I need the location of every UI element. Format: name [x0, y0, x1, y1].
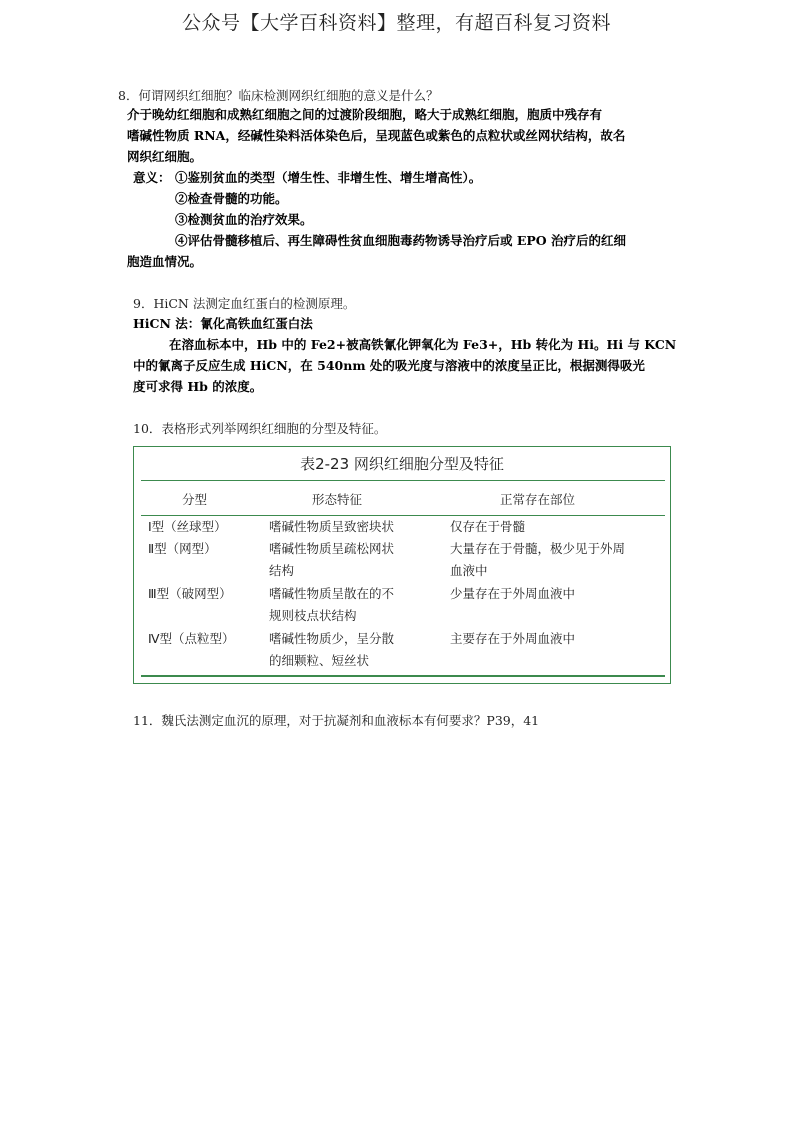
- table-cell-morph: 的细颗粒、短丝状: [269, 653, 370, 668]
- table-cell-type: Ⅳ型（点粒型）: [148, 631, 235, 646]
- table-cell-site: 仅存在于骨髓: [450, 519, 526, 534]
- answer-9-line: 中的氰离子反应生成 HiCN，在 540nm 处的吸光度与溶液中的浓度呈正比，根据测得吸光: [133, 358, 645, 373]
- header-morphology: 形态特征: [312, 492, 363, 507]
- answer-9-line: 度可求得 Hb 的浓度。: [133, 379, 263, 394]
- significance-item: ④评估骨髓移植后、再生障碍性贫血细胞毒药物诱导治疗后或 EPO 治疗后的红细: [175, 233, 627, 248]
- table-title: 表2-23 网织红细胞分型及特征: [300, 455, 504, 473]
- hicn-subtitle: HiCN 法：氰化高铁血红蛋白法: [133, 316, 313, 331]
- table-cell-morph: 规则枝点状结构: [269, 608, 357, 623]
- significance-item: ①鉴别贫血的类型（增生性、非增生性、增生增高性）。: [175, 170, 482, 185]
- table-cell-type: Ⅱ型（网型）: [148, 541, 217, 556]
- answer-9: [133, 334, 676, 397]
- table-cell-site: 少量存在于外周血液中: [450, 586, 576, 601]
- table-cell-site: 主要存在于外周血液中: [450, 631, 576, 646]
- page-header: 公众号【大学百科资料】整理，有超百科复习资料: [181, 12, 611, 34]
- answer-9-line: 在溶血标本中，Hb 中的 Fe2+被高铁氰化钾氧化为 Fe3+，Hb 转化为 Hi。Hi 与 KCN: [169, 337, 677, 352]
- table-cell-morph: 嗜碱性物质呈疏松网状: [269, 541, 395, 556]
- table-cell-morph: 结构: [269, 563, 295, 578]
- header-type: 分型: [182, 492, 208, 507]
- significance-item: ②检查骨髓的功能。: [175, 191, 288, 206]
- table-bottom-rule: [141, 675, 665, 677]
- answer-8: [127, 104, 625, 167]
- significance-list: [175, 167, 626, 251]
- table-cell-type: Ⅰ型（丝球型）: [148, 519, 227, 534]
- table-cell-type: Ⅲ型（破网型）: [148, 586, 232, 601]
- question-11: 11．魏氏法测定血沉的原理，对于抗凝剂和血液标本有何要求？P39，41: [133, 713, 540, 728]
- reticulocyte-table: [133, 446, 671, 684]
- significance-label: 意义：: [133, 170, 171, 185]
- significance-last-line: 胞造血情况。: [127, 254, 203, 269]
- table-cell-morph: 嗜碱性物质呈散在的不: [269, 586, 395, 601]
- answer-8-line: 网织红细胞。: [127, 149, 203, 164]
- header-location: 正常存在部位: [500, 492, 576, 507]
- answer-8-line: 介于晚幼红细胞和成熟红细胞之间的过渡阶段细胞，略大于成熟红细胞，胞质中残存有: [127, 107, 603, 122]
- question-10: 10．表格形式列举网织红细胞的分型及特征。: [133, 421, 387, 436]
- table-cell-morph: 嗜碱性物质少，呈分散: [269, 631, 395, 646]
- table-cell-morph: 嗜碱性物质呈致密块状: [269, 519, 395, 534]
- question-8: 8．何谓网织红细胞？临床检测网织红细胞的意义是什么？: [118, 88, 439, 103]
- table-cell-site: 大量存在于骨髓，极少见于外周: [450, 541, 626, 556]
- significance-item: ③检测贫血的治疗效果。: [175, 212, 313, 227]
- table-top-rule: [141, 480, 665, 481]
- table-cell-site: 血液中: [450, 563, 488, 578]
- answer-8-line: 嗜碱性物质 RNA，经碱性染料活体染色后，呈现蓝色或紫色的点粒状或丝网状结构，故名: [127, 128, 626, 143]
- question-9: 9．HiCN 法测定血红蛋白的检测原理。: [133, 296, 356, 311]
